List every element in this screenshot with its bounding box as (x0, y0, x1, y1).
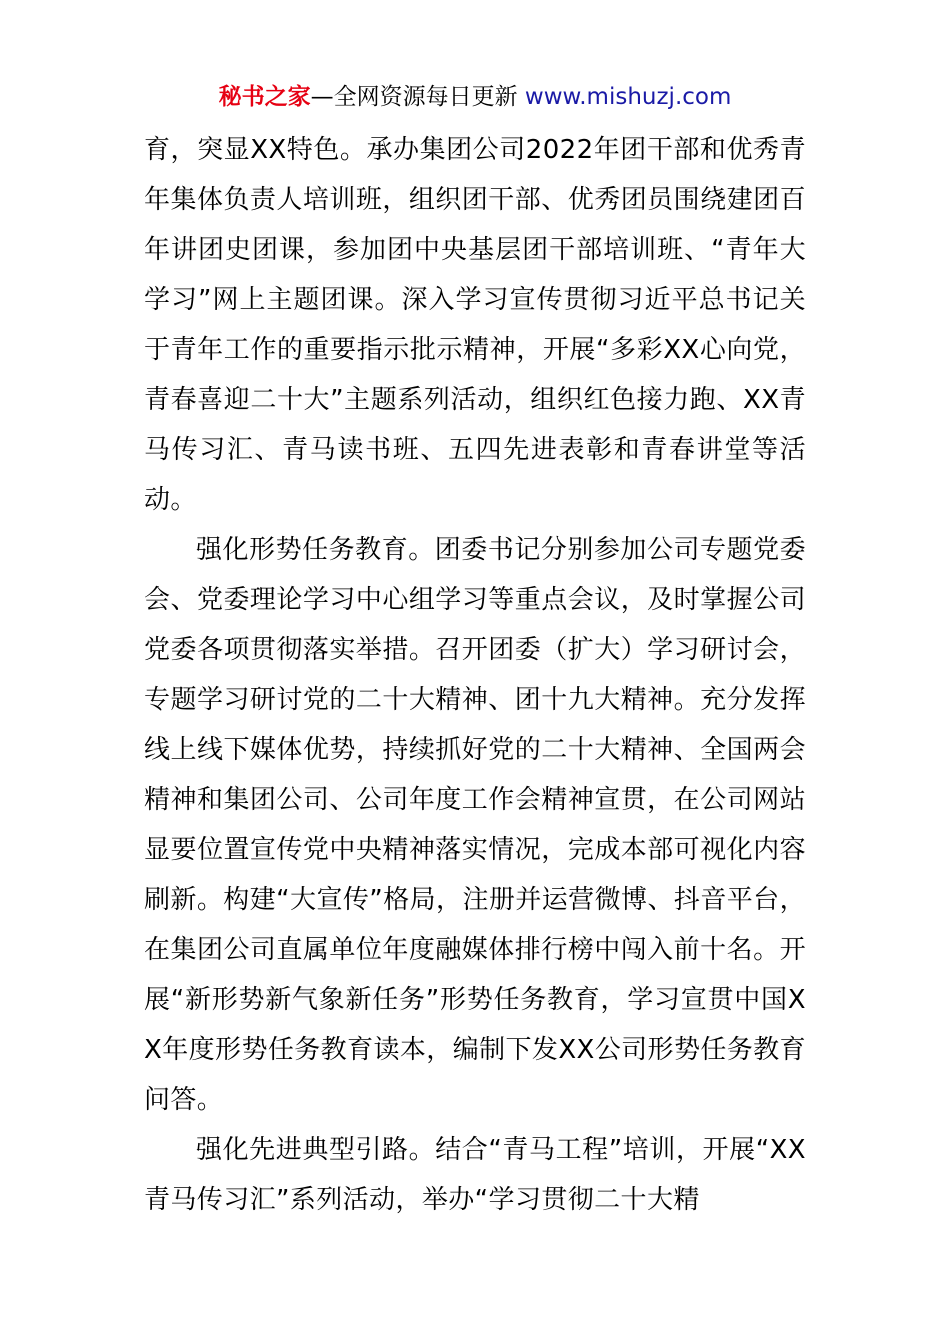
page-header (0, 80, 950, 114)
paragraph-3: 强化先进典型引路。结合“青马工程”培训，开展“XX青马传习汇”系列活动，举办“学习贯彻二十大精 (144, 1135, 806, 1215)
paragraph-2: 强化形势任务教育。团委书记分别参加公司专题党委会、党委理论学习中心组学习等重点会议，及时掌握公司党委各项贯彻落实举措。召开团委（扩大）学习研讨会，专题学习研讨党的二十大精神、团十九大精神。充分发挥线上线下媒体优势，持续抓好党的二十大精神、全国两会精神和集团公司、公司年度工作会精神宣贯，在公司网站显要位置宣传党中央精神落实情况，完成本部可视化内容刷新。构建“大宣传”格局，注册并运营微博、抖音平台，在集团公司直属单位年度融媒体排行榜中闯入前十名。开展“新形势新气象新任务”形势任务教育，学习宣贯中国XX年度形势任务教育读本，编制下发XX公司形势任务教育问答。 (144, 535, 806, 1115)
brand-name: 秘书之家 (218, 84, 311, 110)
paragraph-1: 育，突显XX特色。承办集团公司2022年团干部和优秀青年集体负责人培训班，组织团干部、优秀团员围绕建团百年讲团史团课，参加团中央基层团干部培训班、“青年大学习”网上主题团课。深入学习宣传贯彻习近平总书记关于青年工作的重要指示批示精神，开展“多彩XX心向党，青春喜迎二十大”主题系列活动，组织红色接力跑、XX青马传习汇、青马读书班、五四先进表彰和青春讲堂等活动。 (144, 135, 806, 515)
header-tagline: —全网资源每日更新 (310, 84, 525, 110)
document-body (144, 125, 806, 1225)
site-url-link[interactable]: www.mishuzj.com (524, 84, 732, 110)
